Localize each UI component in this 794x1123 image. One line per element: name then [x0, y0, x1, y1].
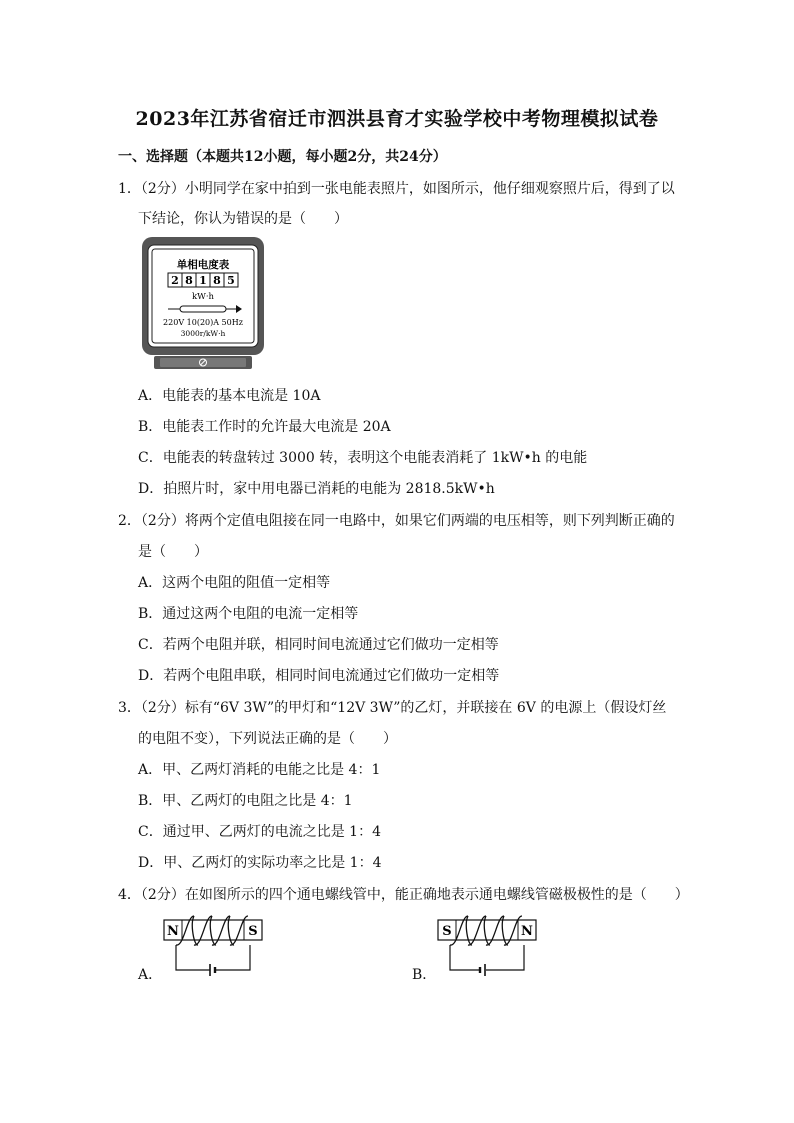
question-1-option-a: A．电能表的基本电流是 10A — [138, 388, 321, 404]
meter-digit: 8 — [213, 274, 221, 287]
figure-b-label: B． — [412, 967, 437, 983]
meter-title: 单相电度表 — [176, 259, 230, 271]
question-3-stem-cont: 的电阻不变），下列说法正确的是（ ） — [138, 731, 397, 747]
pole-label-left: N — [167, 924, 179, 939]
question-3-option-c: C．通过甲、乙两灯的电流之比是 1：4 — [138, 824, 381, 840]
solenoid-figure-a — [160, 914, 266, 980]
question-3-option-b: B．甲、乙两灯的电阻之比是 4：1 — [138, 793, 353, 809]
pole-label-right: S — [248, 924, 258, 939]
question-1-stem: 1．（2分）小明同学在家中拍到一张电能表照片，如图所示，他仔细观察照片后，得到了以 — [118, 181, 675, 197]
question-1-option-d: D．拍照片时，家中用电器已消耗的电能为 2818.5kW•h — [138, 481, 495, 497]
question-2-stem-cont: 是（ ） — [138, 544, 208, 560]
pole-label-left: S — [442, 924, 452, 939]
question-1-option-b: B．电能表工作时的允许最大电流是 20A — [138, 419, 391, 435]
meter-rev: 3000r/kW·h — [180, 329, 226, 338]
question-3-option-d: D．甲、乙两灯的实际功率之比是 1：4 — [138, 855, 382, 871]
solenoid-figure-b — [434, 914, 540, 980]
meter-digit-decimal: 5 — [227, 274, 235, 287]
question-4-stem: 4．（2分）在如图所示的四个通电螺线管中，能正确地表示通电螺线管磁极极性的是（ ） — [118, 887, 689, 903]
question-1-option-c: C．电能表的转盘转过 3000 转，表明这个电能表消耗了 1kW•h 的电能 — [138, 450, 588, 466]
question-3-option-a: A．甲、乙两灯消耗的电能之比是 4：1 — [138, 762, 381, 778]
meter-digit: 2 — [171, 274, 179, 287]
meter-unit: kW·h — [191, 292, 215, 302]
meter-spec: 220V 10(20)A 50Hz — [163, 318, 243, 327]
question-2-option-c: C．若两个电阻并联，相同时间电流通过它们做功一定相等 — [138, 637, 499, 653]
question-2-option-a: A．这两个电阻的阻值一定相等 — [138, 575, 331, 591]
question-2-stem: 2．（2分）将两个定值电阻接在同一电路中，如果它们两端的电压相等，则下列判断正确的 — [118, 513, 675, 529]
meter-digit: 1 — [199, 274, 207, 287]
figure-a-label: A． — [138, 967, 163, 983]
meter-digits — [168, 273, 238, 287]
question-2-option-b: B．通过这两个电阻的电流一定相等 — [138, 606, 359, 622]
page-title: 2023年江苏省宿迁市泗洪县育才实验学校中考物理模拟试卷 — [135, 108, 659, 130]
section-heading: 一、选择题（本题共12小题，每小题2分，共24分） — [118, 149, 447, 165]
pole-label-right: N — [521, 924, 533, 939]
question-1-stem-cont: 下结论，你认为错误的是（ ） — [138, 211, 348, 227]
electric-meter-figure — [140, 236, 266, 370]
meter-digit: 8 — [185, 274, 193, 287]
question-2-option-d: D．若两个电阻串联，相同时间电流通过它们做功一定相等 — [138, 668, 500, 684]
question-3-stem: 3．（2分）标有“6V 3W”的甲灯和“12V 3W”的乙灯，并联接在 6V 的电源上（假设灯丝 — [118, 700, 667, 716]
